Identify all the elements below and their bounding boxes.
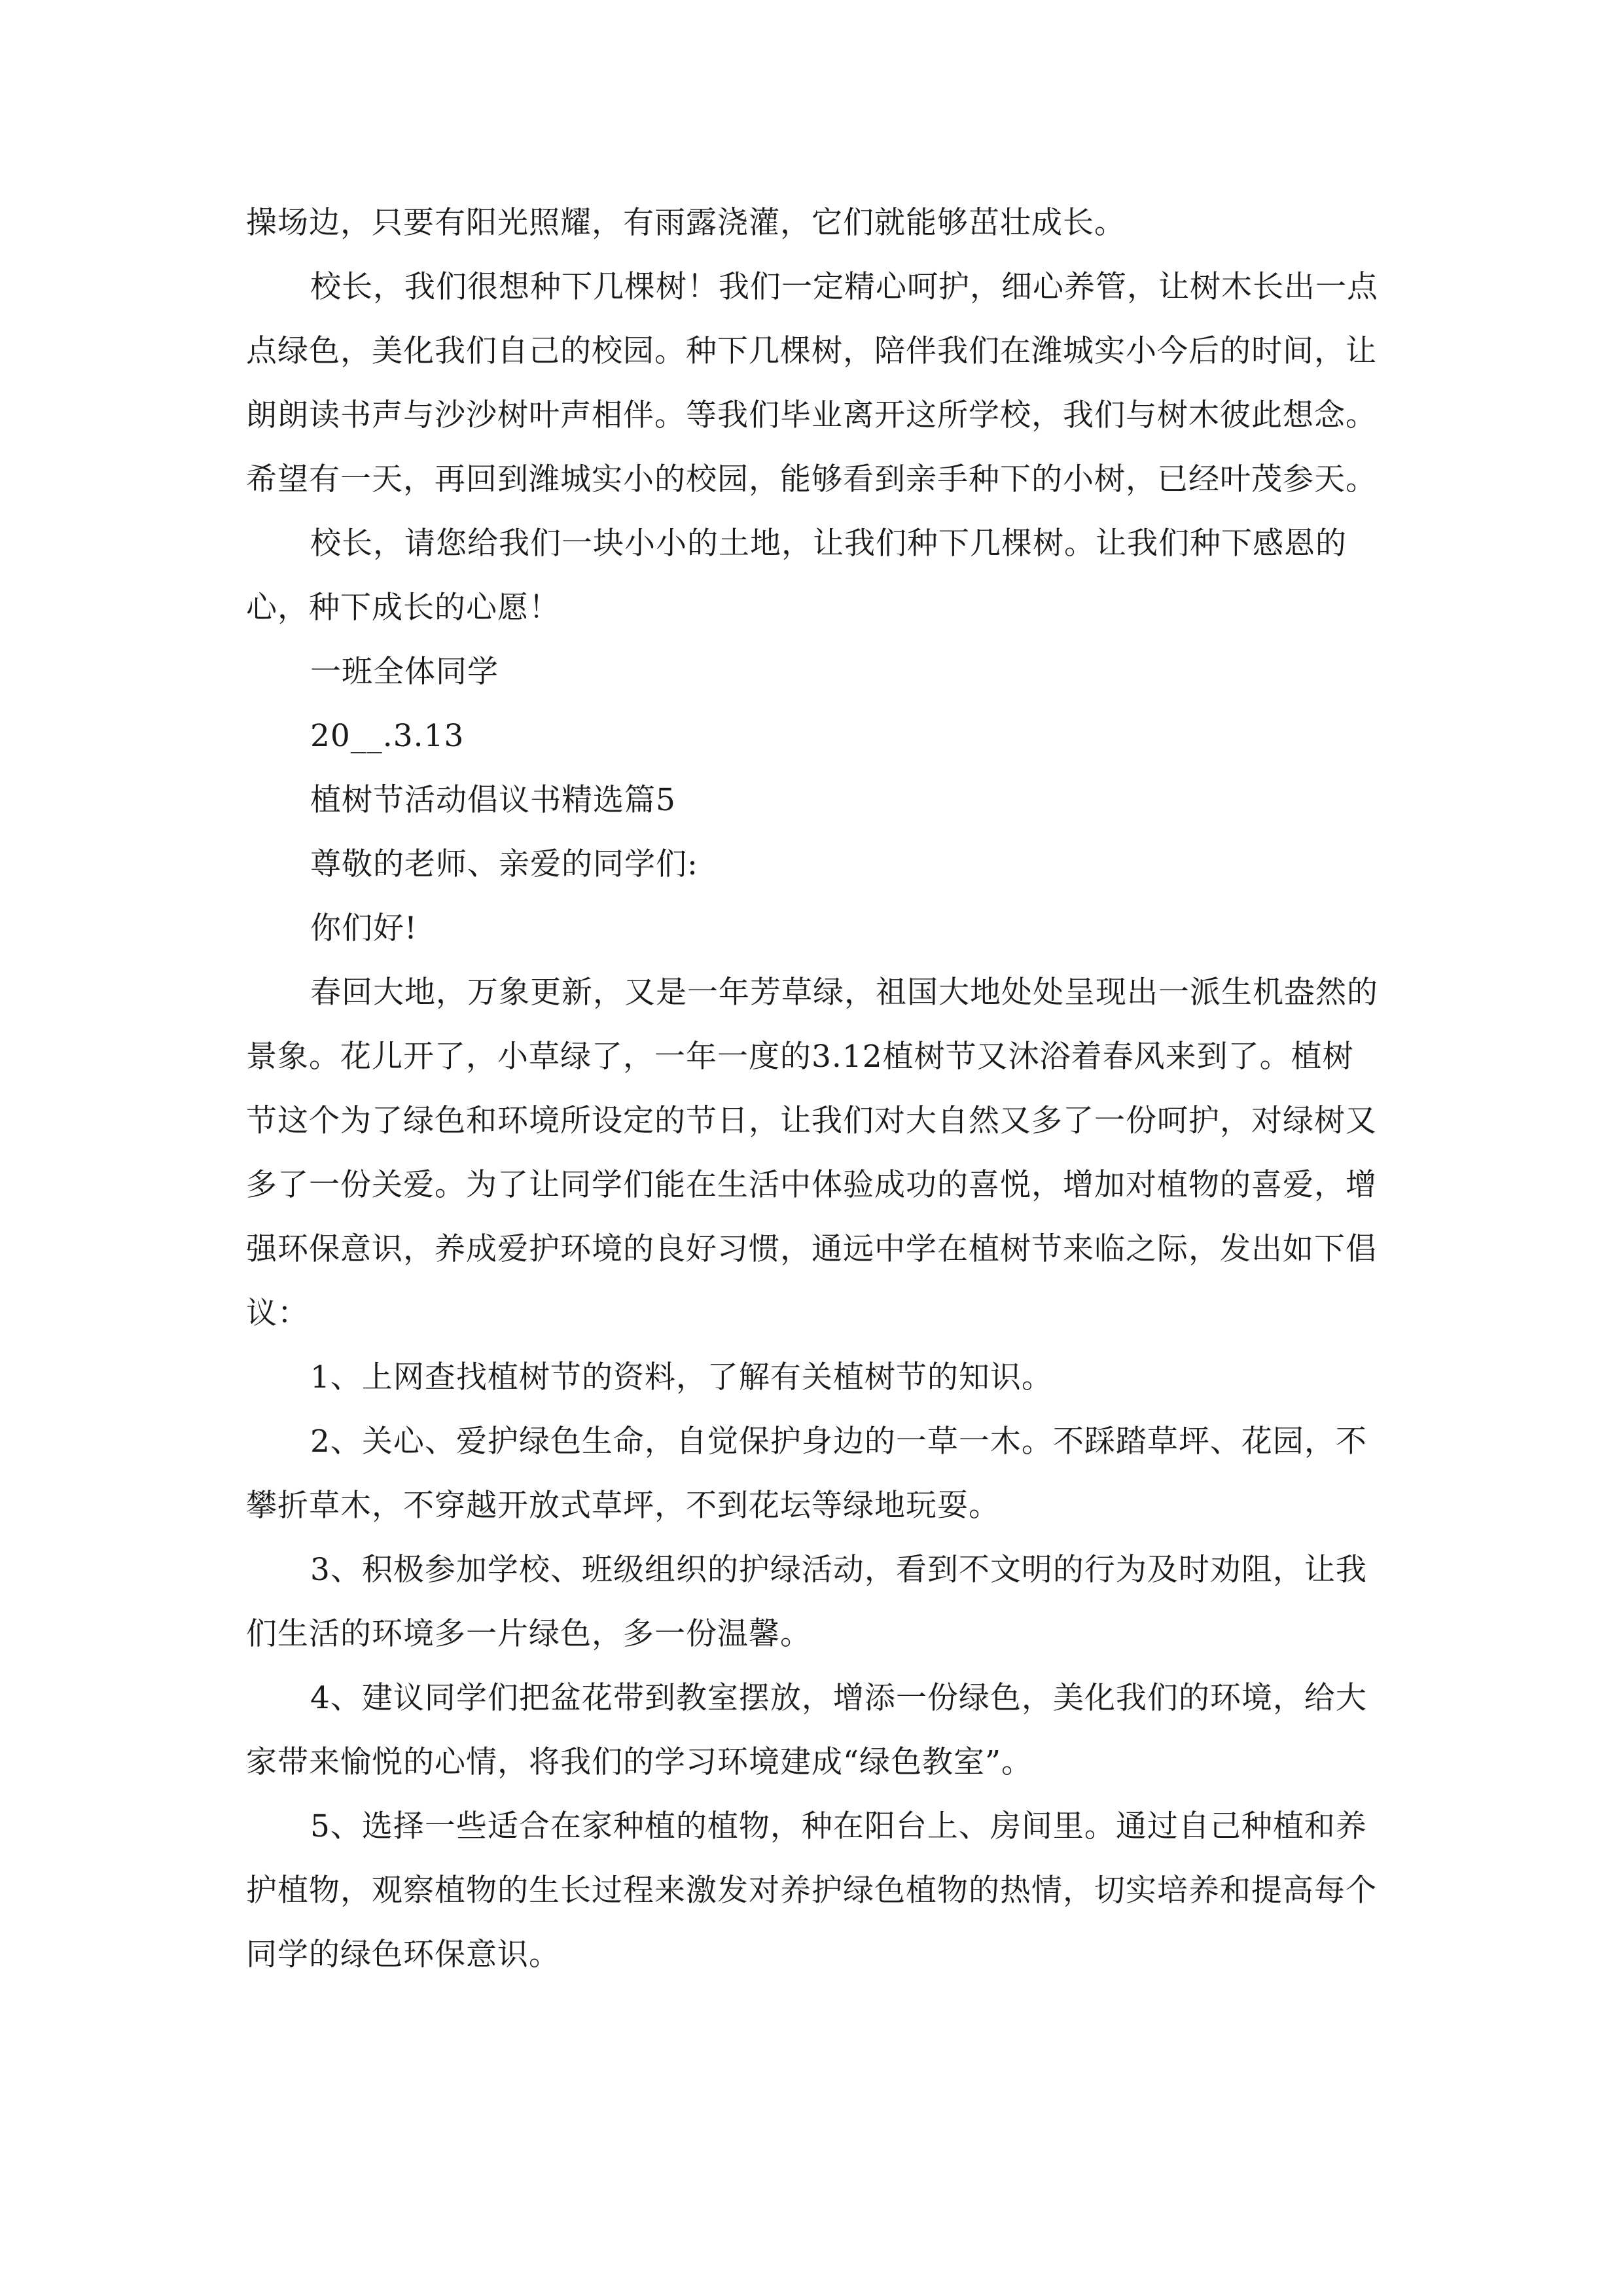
signature-date: 20__.3.13 <box>310 718 465 754</box>
list-item-2: 2、关心、爱护绿色生命，自觉保护身边的一草一木。不踩踏草坪、花园，不攀折草木，不穿越开放式草坪，不到花坛等绿地玩耍。 <box>246 1424 1367 1524</box>
salutation: 尊敬的老师、亲爱的同学们: <box>310 846 698 882</box>
greeting: 你们好! <box>310 910 418 946</box>
paragraph-plea: 校长，请您给我们一块小小的土地，让我们种下几棵树。让我们种下感恩的心，种下成长的心愿！ <box>246 526 1347 626</box>
list-item-5: 5、选择一些适合在家种植的植物，种在阳台上、房间里。通过自己种植和养护植物，观察植物的生长过程来激发对养护绿色植物的热情，切实培养和提高每个同学的绿色环保意识。 <box>246 1808 1377 1973</box>
list-item-4: 4、建议同学们把盆花带到教室摆放，增添一份绿色，美化我们的环境，给大家带来愉悦的心情，将我们的学习环境建成“绿色教室”。 <box>246 1680 1367 1780</box>
list-item-3: 3、积极参加学校、班级组织的护绿活动，看到不文明的行为及时劝阻，让我们生活的环境多一片绿色，多一份温馨。 <box>246 1552 1367 1652</box>
section-title: 植树节活动倡议书精选篇5 <box>310 782 676 818</box>
document-body <box>246 191 1385 1987</box>
list-item-1: 1、上网查找植树节的资料，了解有关植树节的知识。 <box>310 1359 1053 1395</box>
paragraph-request-trees: 校长，我们很想种下几棵树！我们一定精心呵护，细心养管，让树木长出一点点绿色，美化我们自己的校园。种下几棵树，陪伴我们在潍城实小今后的时间，让朗朗读书声与沙沙树叶声相伴。等我们毕业离开这所学校，我们与树木彼此想念。希望有一天，再回到潍城实小的校园，能够看到亲手种下的小树，已经叶茂参天。 <box>246 269 1378 497</box>
signature-class: 一班全体同学 <box>310 654 499 690</box>
paragraph-spring-intro: 春回大地，万象更新，又是一年芳草绿，祖国大地处处呈现出一派生机盎然的景象。花儿开了，小草绿了，一年一度的3.12植树节又沐浴着春风来到了。植树节这个为了绿色和环境所设定的节日，让我们对大自然又多了一份呵护，对绿树又多了一份关爱。为了让同学们能在生活中体验成功的喜悦，增加对植物的喜爱，增强环保意识，养成爱护环境的良好习惯，通远中学在植树节来临之际，发出如下倡议： <box>246 975 1378 1331</box>
paragraph-continuation: 操场边，只要有阳光照耀，有雨露浇灌，它们就能够茁壮成长。 <box>246 205 1126 241</box>
